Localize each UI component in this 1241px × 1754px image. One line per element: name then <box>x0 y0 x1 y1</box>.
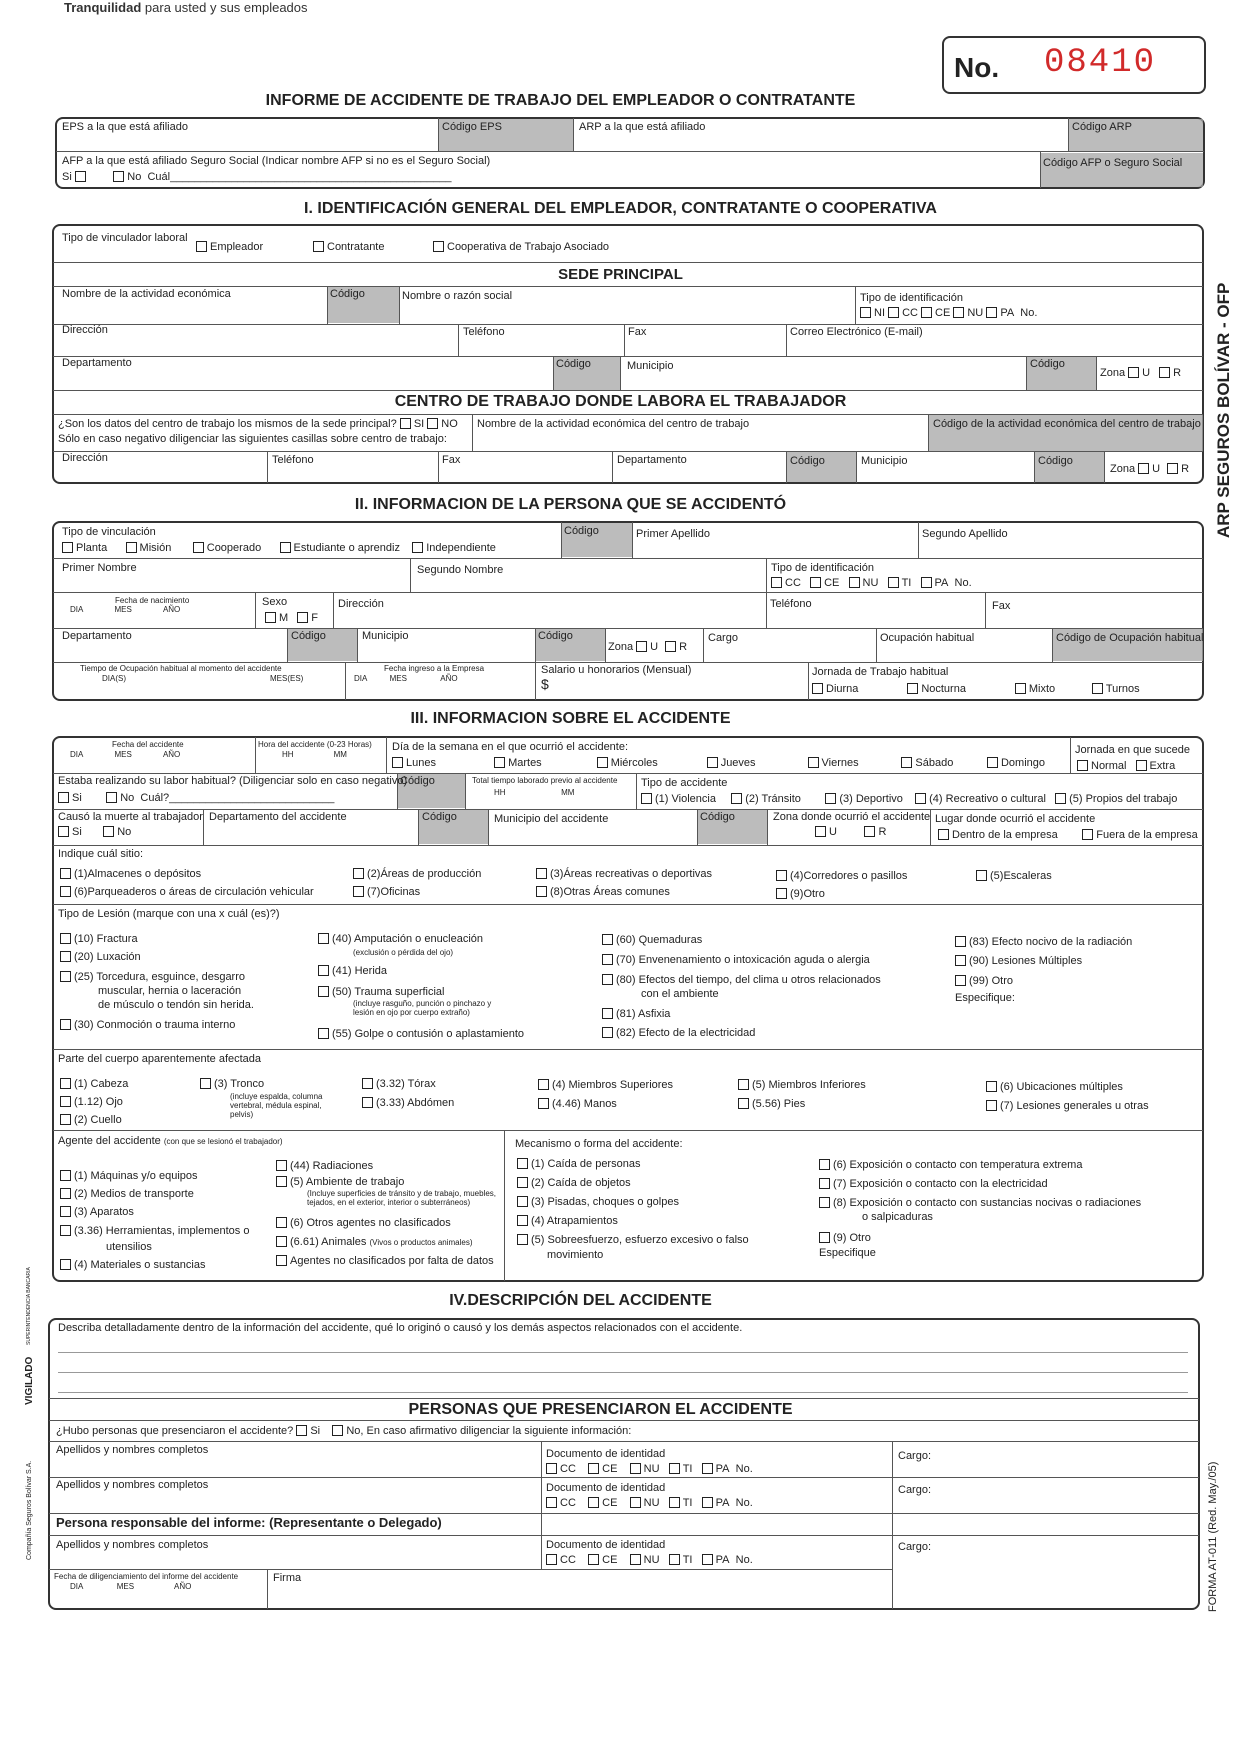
tiempo-dias: DIA(S) <box>102 674 126 683</box>
municipio-label-p: Municipio <box>362 630 409 642</box>
tipo-acc-label: Tipo de accidente <box>641 777 728 789</box>
mecanismo-6[interactable]: (6) Exposición o contacto con temperatura extrema <box>819 1159 1082 1172</box>
lesion-80[interactable]: (80) Efectos del tiempo, del clima u otros relacionados <box>602 974 881 987</box>
sede-principal-title: SEDE PRINCIPAL <box>558 266 683 283</box>
section2-title: II. INFORMACION DE LA PERSONA QUE SE ACCIDENTÓ <box>354 496 787 513</box>
sitio-9[interactable]: (9)Otro <box>776 888 825 901</box>
form-number: 08410 <box>1044 44 1157 82</box>
testigo2-id-options[interactable]: CC CE NU TI PA No. <box>546 1497 753 1510</box>
tiempo-meses: MES(ES) <box>270 674 304 683</box>
depto-acc-label: Departamento del accidente <box>209 811 347 823</box>
mecanismo-2[interactable]: (2) Caída de objetos <box>517 1177 631 1190</box>
municipio-acc-label: Municipio del accidente <box>494 813 609 825</box>
lesion-40[interactable]: (40) Amputación o enucleación <box>318 933 483 946</box>
centro-question: ¿Son los datos del centro de trabajo los mismos de la sede principal? SI NO <box>58 418 458 430</box>
tipo-acc-options[interactable]: (1) Violencia (2) Tránsito (3) Deportivo (4) Recreativo o cultural (5) Propios del trabajo <box>641 793 1177 806</box>
centro-codigo-label-3: Código <box>1038 455 1073 467</box>
tiempo-lab-subs: HH MM <box>494 788 575 797</box>
centro-note: Sólo en caso negativo diligenciar las siguientes casillas sobre centro de trabajo: <box>58 433 447 445</box>
sitio-5[interactable]: (5)Escaleras <box>976 870 1052 883</box>
codigo-label-3: Código <box>1030 358 1065 370</box>
fecha-acc-label: Fecha del accidente <box>112 740 184 749</box>
centro-telefono-label: Teléfono <box>272 454 314 466</box>
lesion-25-l3: de músculo o tendón sin herida. <box>98 999 254 1011</box>
lesion-10[interactable]: (10) Fractura <box>60 933 138 946</box>
cuerpo-title: Parte del cuerpo aparentemente afectada <box>58 1053 262 1065</box>
muerte-options[interactable]: Si No <box>58 826 131 839</box>
sitio-8[interactable]: (8)Otras Áreas comunes <box>536 886 670 899</box>
segundo-nombre-label: Segundo Nombre <box>417 564 504 576</box>
departamento-label: Departamento <box>62 357 132 369</box>
section3-title: III. INFORMACION SOBRE EL ACCIDENTE <box>410 710 731 727</box>
agente-3[interactable]: (3) Aparatos <box>60 1206 134 1219</box>
sitio-1[interactable]: (1)Almacenes o depósitos <box>60 868 201 881</box>
afp-no-checkbox[interactable] <box>113 171 124 182</box>
centro-codigo-label: Código de la actividad económica del centro de trabajo <box>933 418 1201 430</box>
cooperativa-option[interactable]: Cooperativa de Trabajo Asociado <box>433 241 609 254</box>
lesion-50[interactable]: (50) Trauma superficial <box>318 986 445 999</box>
lesion-83[interactable]: (83) Efecto nocivo de la radiación <box>955 936 1132 949</box>
centro-municipio-label: Municipio <box>861 455 908 467</box>
lesion-70[interactable]: (70) Envenenamiento o intoxicación aguda o alergia <box>602 954 870 967</box>
tagline: Tranquilidad para usted y sus empleados <box>64 0 308 15</box>
email-label: Correo Electrónico (E-mail) <box>790 326 923 338</box>
hora-subs: HH MM <box>282 750 347 759</box>
codigo-label-a3: Código <box>700 811 735 823</box>
testigo2-cargo-label: Cargo: <box>898 1484 932 1496</box>
codigo-label-p2: Código <box>291 630 326 642</box>
section4-title: IV.DESCRIPCIÓN DEL ACCIDENTE <box>449 1292 712 1309</box>
mecanismo-5-l2: movimiento <box>547 1249 604 1261</box>
testigo1-nombre-label: Apellidos y nombres completos <box>56 1444 209 1456</box>
mecanismo-3[interactable]: (3) Pisadas, choques o golpes <box>517 1196 679 1209</box>
mecanismo-especifique: Especifique <box>819 1247 876 1259</box>
employer-id-options[interactable]: NI CC CE NU PA No. <box>860 307 1037 320</box>
fecha-nac-label: Fecha de nacimiento <box>115 596 190 605</box>
fecha-dil-subs: DIA MES AÑO <box>70 1582 192 1591</box>
agente-1[interactable]: (1) Máquinas y/o equipos <box>60 1170 198 1183</box>
jornada-label: Jornada de Trabajo habitual <box>812 666 949 678</box>
salario-label: Salario u honorarios (Mensual) <box>541 664 692 676</box>
mecanismo-7[interactable]: (7) Exposición o contacto con la electricidad <box>819 1178 1048 1191</box>
sitio-7[interactable]: (7)Oficinas <box>353 886 420 899</box>
zona-ocurr-label: Zona donde ocurrió el accidente <box>773 811 931 823</box>
fecha-ingreso-subs: DIA MES AÑO <box>354 674 458 683</box>
agente-5-sub: (Incluye superficies de tránsito y de trabajo, muebles, tejados, en el exterior, interior o subterráneos) <box>307 1189 496 1207</box>
responsable-doc-label: Documento de identidad <box>546 1539 666 1551</box>
afp-label: AFP a la que está afiliado Seguro Social (Indicar nombre AFP si no es el Seguro Social) <box>62 155 491 167</box>
lesion-25[interactable]: (25) Torcedura, esguince, desgarro <box>60 971 245 984</box>
lesion-55[interactable]: (55) Golpe o contusión o aplastamiento <box>318 1028 524 1041</box>
agente-336-l2: utensilios <box>106 1241 152 1253</box>
contratante-option[interactable]: Contratante <box>313 241 384 254</box>
codigo-label-p: Código <box>564 525 599 537</box>
fecha-ingreso-label: Fecha ingreso a la Empresa <box>384 664 485 673</box>
lesion-especifique: Especifique: <box>955 992 1015 1004</box>
mecanismo-8-l2: o salpicaduras <box>862 1211 933 1223</box>
cuerpo-446[interactable]: (4.46) Manos <box>538 1098 617 1111</box>
testigos-question: ¿Hubo personas que presenciaron el accidente? Si No, En caso afirmativo diligenciar la siguiente información: <box>56 1425 632 1437</box>
responsable-id-options[interactable]: CC CE NU TI PA No. <box>546 1554 753 1567</box>
telefono-label: Teléfono <box>463 326 505 338</box>
salario-dollar: $ <box>541 676 549 692</box>
lesion-41[interactable]: (41) Herida <box>318 965 387 978</box>
centro-fax-label: Fax <box>442 454 461 466</box>
lesion-40-sub: (exclusión o pérdida del ojo) <box>353 948 454 957</box>
centro-departamento-label: Departamento <box>617 454 687 466</box>
cuerpo-332[interactable]: (3.32) Tórax <box>362 1078 436 1091</box>
cuerpo-1[interactable]: (1) Cabeza <box>60 1078 128 1091</box>
sexo-options[interactable]: M F <box>265 612 318 625</box>
codigo-label: Código <box>330 288 365 300</box>
tipo-id-label: Tipo de identificación <box>860 292 963 304</box>
zona-options-p[interactable]: Zona U R <box>608 641 688 653</box>
lesion-81[interactable]: (81) Asfixia <box>602 1008 670 1021</box>
desc-label: Describa detalladamente dentro de la información del accidente, qué lo originó o causó y los demás aspectos relacionados con el accidente. <box>58 1322 743 1334</box>
cod-ocupacion-label: Código de Ocupación habitual <box>1056 632 1204 644</box>
sexo-label: Sexo <box>262 596 288 608</box>
primer-apellido-label: Primer Apellido <box>636 528 710 540</box>
ocupacion-label: Ocupación habitual <box>880 632 975 644</box>
codigo-label-a2: Código <box>422 811 457 823</box>
arp-code-label: Código ARP <box>1072 121 1132 133</box>
person-id-options[interactable]: CC CE NU TI PA No. <box>771 577 972 590</box>
mecanismo-title: Mecanismo o forma del accidente: <box>515 1138 683 1150</box>
lugar-options[interactable]: Dentro de la empresa Fuera de la empresa <box>938 829 1198 842</box>
razon-social-label: Nombre o razón social <box>402 290 513 302</box>
agente-44[interactable]: (44) Radiaciones <box>276 1160 373 1173</box>
municipio-label: Municipio <box>627 360 674 372</box>
cuerpo-556[interactable]: (5.56) Pies <box>738 1098 805 1111</box>
departamento-label-p: Departamento <box>62 630 132 642</box>
lesion-80-l2: con el ambiente <box>641 988 719 1000</box>
sitio-label: Indique cuál sitio: <box>58 848 143 860</box>
side-forma: FORMA AT-011 (Red. May./05) <box>1207 1461 1219 1612</box>
lugar-label: Lugar donde ocurrió el accidente <box>935 813 1096 825</box>
centro-actividad-label: Nombre de la actividad económica del centro de trabajo <box>477 418 750 430</box>
cuerpo-333[interactable]: (3.33) Abdómen <box>362 1097 454 1110</box>
cuerpo-6[interactable]: (6) Ubicaciones múltiples <box>986 1081 1123 1094</box>
cuerpo-2[interactable]: (2) Cuello <box>60 1114 122 1127</box>
fecha-acc-subs: DIA MES AÑO <box>70 750 181 759</box>
mecanismo-9[interactable]: (9) Otro <box>819 1232 871 1245</box>
tiempo-lab-label: Total tiempo laborado previo al accidente <box>472 776 618 785</box>
responsable-title: Persona responsable del informe: (Representante o Delegado) <box>56 1515 442 1530</box>
jornada-options[interactable]: Diurna Nocturna Mixto Turnos <box>812 683 1140 696</box>
fax-label-p: Fax <box>992 600 1011 612</box>
sitio-4[interactable]: (4)Corredores o pasillos <box>776 870 907 883</box>
responsable-nombre-label: Apellidos y nombres completos <box>56 1539 209 1551</box>
cuerpo-4[interactable]: (4) Miembros Superiores <box>538 1079 673 1092</box>
jornada-suc-options[interactable]: Normal Extra <box>1077 760 1175 773</box>
labor-options[interactable]: Si No Cuál?___________________________ <box>58 792 334 805</box>
agente-title: Agente del accidente (con que se lesionó el trabajador) <box>58 1135 283 1147</box>
cuerpo-7[interactable]: (7) Lesiones generales u otras <box>986 1100 1149 1113</box>
lesion-title: Tipo de Lesión (marque con una x cuál (es)?) <box>58 908 280 920</box>
fecha-dil-label: Fecha de diligenciamiento del informe del accidente <box>54 1572 239 1581</box>
tipo-vinculacion-label: Tipo de vinculación <box>62 526 156 538</box>
zona-options[interactable]: Zona U R <box>1100 367 1182 379</box>
afp-code-label: Código AFP o Seguro Social <box>1043 157 1183 169</box>
mecanismo-4[interactable]: (4) Atrapamientos <box>517 1215 618 1228</box>
cuerpo-5[interactable]: (5) Miembros Inferiores <box>738 1079 866 1092</box>
primer-nombre-label: Primer Nombre <box>62 562 137 574</box>
codigo-label-a: Código <box>400 775 435 787</box>
mecanismo-8[interactable]: (8) Exposición o contacto con sustancias nocivas o radiaciones <box>819 1197 1141 1210</box>
tipo-vinculador-label: Tipo de vinculador laboral <box>62 232 188 244</box>
segundo-apellido-label: Segundo Apellido <box>922 528 1008 540</box>
testigo2-doc-label: Documento de identidad <box>546 1482 666 1494</box>
fax-label: Fax <box>628 326 647 338</box>
agente-4[interactable]: (4) Materiales o sustancias <box>60 1259 205 1272</box>
side-compania: Compañía Seguros Bolívar S.A. <box>26 1460 33 1560</box>
agente-2[interactable]: (2) Medios de transporte <box>60 1188 194 1201</box>
eps-label: EPS a la que está afiliado <box>62 121 188 133</box>
agente-6[interactable]: (6) Otros agentes no clasificados <box>276 1217 451 1230</box>
agente-661[interactable]: (6.61) Animales (Vivos o productos animales) <box>276 1236 473 1249</box>
side-vigilado: VIGILADO <box>24 1356 35 1405</box>
testigo1-id-options[interactable]: CC CE NU TI PA No. <box>546 1463 753 1476</box>
sitio-6[interactable]: (6)Parqueaderos o áreas de circulación vehicular <box>60 886 314 899</box>
side-superint: SUPERINTENDENCIA BANCARIA <box>26 1267 32 1345</box>
testigos-title: PERSONAS QUE PRESENCIARON EL ACCIDENTE <box>408 1401 793 1418</box>
lesion-99[interactable]: (99) Otro <box>955 975 1013 988</box>
cuerpo-3-sub: (incluye espalda, columna vertebral, médula espinal, pelvis) <box>230 1092 323 1119</box>
actividad-label: Nombre de la actividad económica <box>62 288 231 300</box>
cuerpo-112[interactable]: (1.12) Ojo <box>60 1096 123 1109</box>
centro-codigo-label-2: Código <box>790 455 825 467</box>
lesion-25-l2: muscular, hernia o laceración <box>98 985 242 997</box>
empleador-option[interactable]: Empleador <box>196 241 263 254</box>
hora-acc-label: Hora del accidente (0-23 Horas) <box>258 740 372 749</box>
afp-options: Si No Cuál______________________________________________ <box>62 171 452 183</box>
mecanismo-5[interactable]: (5) Sobreesfuerzo, esfuerzo excesivo o falso <box>517 1234 749 1247</box>
muerte-label: Causó la muerte al trabajador <box>58 811 203 823</box>
lesion-60[interactable]: (60) Quemaduras <box>602 934 702 947</box>
centro-title: CENTRO DE TRABAJO DONDE LABORA EL TRABAJADOR <box>394 393 847 410</box>
number-label: No. <box>954 52 1000 83</box>
testigo2-nombre-label: Apellidos y nombres completos <box>56 1479 209 1491</box>
agente-336[interactable]: (3.36) Herramientas, implementos o <box>60 1225 249 1238</box>
direccion-label-p: Dirección <box>338 598 384 610</box>
cargo-label-p: Cargo <box>708 632 738 644</box>
telefono-label-p: Teléfono <box>770 598 812 610</box>
centro-direccion-label: Dirección <box>62 452 108 464</box>
jornada-suc-label: Jornada en que sucede <box>1075 744 1190 756</box>
eps-code-label: Código EPS <box>442 121 502 133</box>
agente-no-clasif[interactable]: Agentes no clasificados por falta de datos <box>276 1255 494 1268</box>
lesion-30[interactable]: (30) Conmoción o trauma interno <box>60 1019 235 1032</box>
lesion-90[interactable]: (90) Lesiones Múltiples <box>955 955 1082 968</box>
testigo1-doc-label: Documento de identidad <box>546 1448 666 1460</box>
codigo-label-p3: Código <box>538 630 573 642</box>
testigo1-cargo-label: Cargo: <box>898 1450 932 1462</box>
afp-si-checkbox[interactable] <box>75 171 86 182</box>
arp-label: ARP a la que está afiliado <box>579 121 706 133</box>
form-number-box <box>942 36 1206 94</box>
vinculacion-options[interactable]: Planta Misión Cooperado Estudiante o aprendiz Independiente <box>62 542 496 555</box>
cuerpo-3[interactable]: (3) Tronco <box>200 1078 264 1091</box>
fecha-nac-subs: DIA MES AÑO <box>70 605 181 614</box>
firma-label: Firma <box>273 1572 302 1584</box>
dia-semana-label: Día de la semana en el que ocurrió el accidente: <box>392 741 629 753</box>
side-brand: ARP SEGUROS BOLÍVAR - OFP <box>1214 282 1233 538</box>
lesion-50-sub: (incluye rasguño, punción o pinchazo y lesión en ojo por cuerpo extraño) <box>353 999 492 1017</box>
codigo-label-2: Código <box>556 358 591 370</box>
mecanismo-1[interactable]: (1) Caída de personas <box>517 1158 640 1171</box>
centro-zona-options[interactable]: Zona U R <box>1110 463 1190 475</box>
dia-semana-options[interactable]: Lunes Martes Miércoles Jueves Viernes Sábado Domingo <box>392 757 1045 770</box>
tiempo-ocup-label: Tiempo de Ocupación habitual al momento del accidente <box>80 664 282 673</box>
direccion-label: Dirección <box>62 324 108 336</box>
agente-5[interactable]: (5) Ambiente de trabajo <box>276 1176 404 1189</box>
tipo-id-label-p: Tipo de identificación <box>771 562 874 574</box>
lesion-20[interactable]: (20) Luxación <box>60 951 141 964</box>
section1-title: I. IDENTIFICACIÓN GENERAL DEL EMPLEADOR, CONTRATANTE O COOPERATIVA <box>304 200 937 217</box>
labor-label: Estaba realizando su labor habitual? (Diligenciar solo en caso negativo) <box>58 775 408 787</box>
form-title: INFORME DE ACCIDENTE DE TRABAJO DEL EMPLEADOR O CONTRATANTE <box>265 92 856 109</box>
lesion-82[interactable]: (82) Efecto de la electricidad <box>602 1027 755 1040</box>
responsable-cargo-label: Cargo: <box>898 1541 932 1553</box>
sitio-2[interactable]: (2)Áreas de producción <box>353 868 481 881</box>
zona-ocurr-options[interactable]: U R <box>815 826 886 839</box>
sitio-3[interactable]: (3)Áreas recreativas o deportivas <box>536 868 712 881</box>
